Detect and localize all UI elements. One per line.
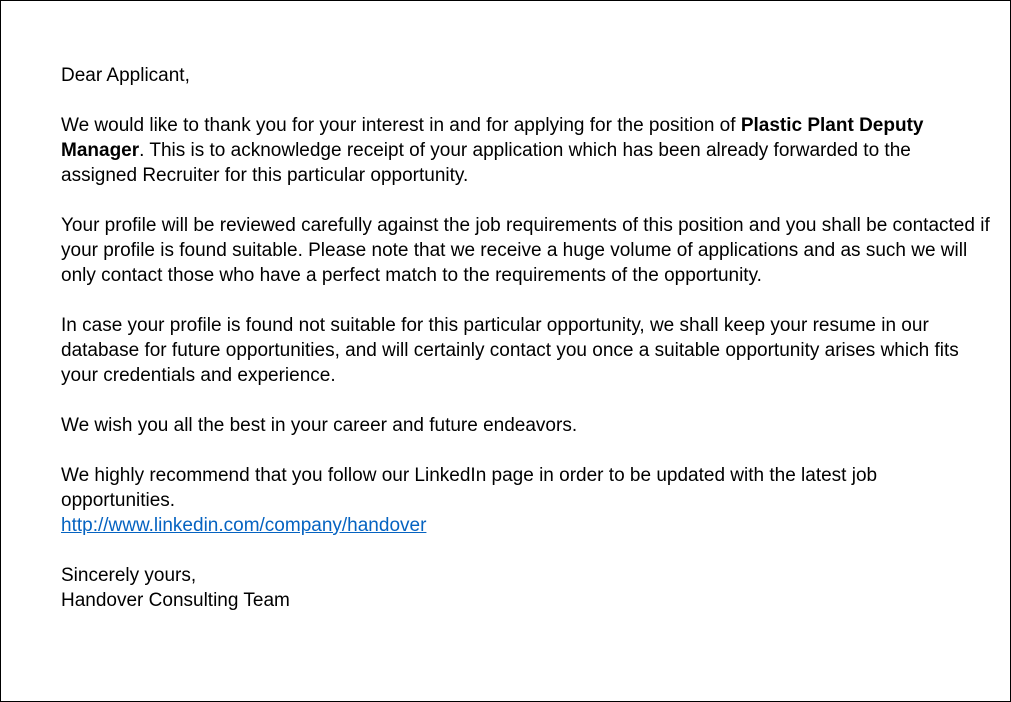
closing: Sincerely yours,	[61, 565, 197, 586]
signature: Handover Consulting Team	[61, 590, 290, 611]
paragraph-thanks	[61, 113, 991, 188]
salutation: Dear Applicant,	[61, 65, 190, 86]
paragraph-wishes: We wish you all the best in your career and future endeavors.	[61, 415, 578, 436]
paragraph-thanks-rest: . This is to acknowledge receipt of your application which has been already forwarded to the assigned Recruiter for this particular opportunity.	[61, 140, 911, 186]
paragraph-thanks-intro: We would like to thank you for your interest in and for applying for the position of	[61, 115, 741, 136]
position-title: Plastic Plant Deputy Manager	[61, 115, 924, 161]
paragraph-review: Your profile will be reviewed carefully against the job requirements of this position and you shall be contacted if your profile is found suitable. Please note that we receive a huge volume of applications and as such we will only contact those who have a perfect match to the requirements of the opportunity.	[61, 215, 990, 286]
letter-body	[61, 63, 991, 613]
paragraph-database: In case your profile is found not suitable for this particular opportunity, we shall keep your resume in our database for future opportunities, and will certainly contact you once a suitable opportunity arises which fits your credentials and experience.	[61, 315, 959, 386]
linkedin-link[interactable]: http://www.linkedin.com/company/handover	[61, 515, 427, 536]
linkedin-link-line	[61, 513, 991, 538]
paragraph-linkedin: We highly recommend that you follow our LinkedIn page in order to be updated with the latest job opportunities.	[61, 465, 878, 511]
